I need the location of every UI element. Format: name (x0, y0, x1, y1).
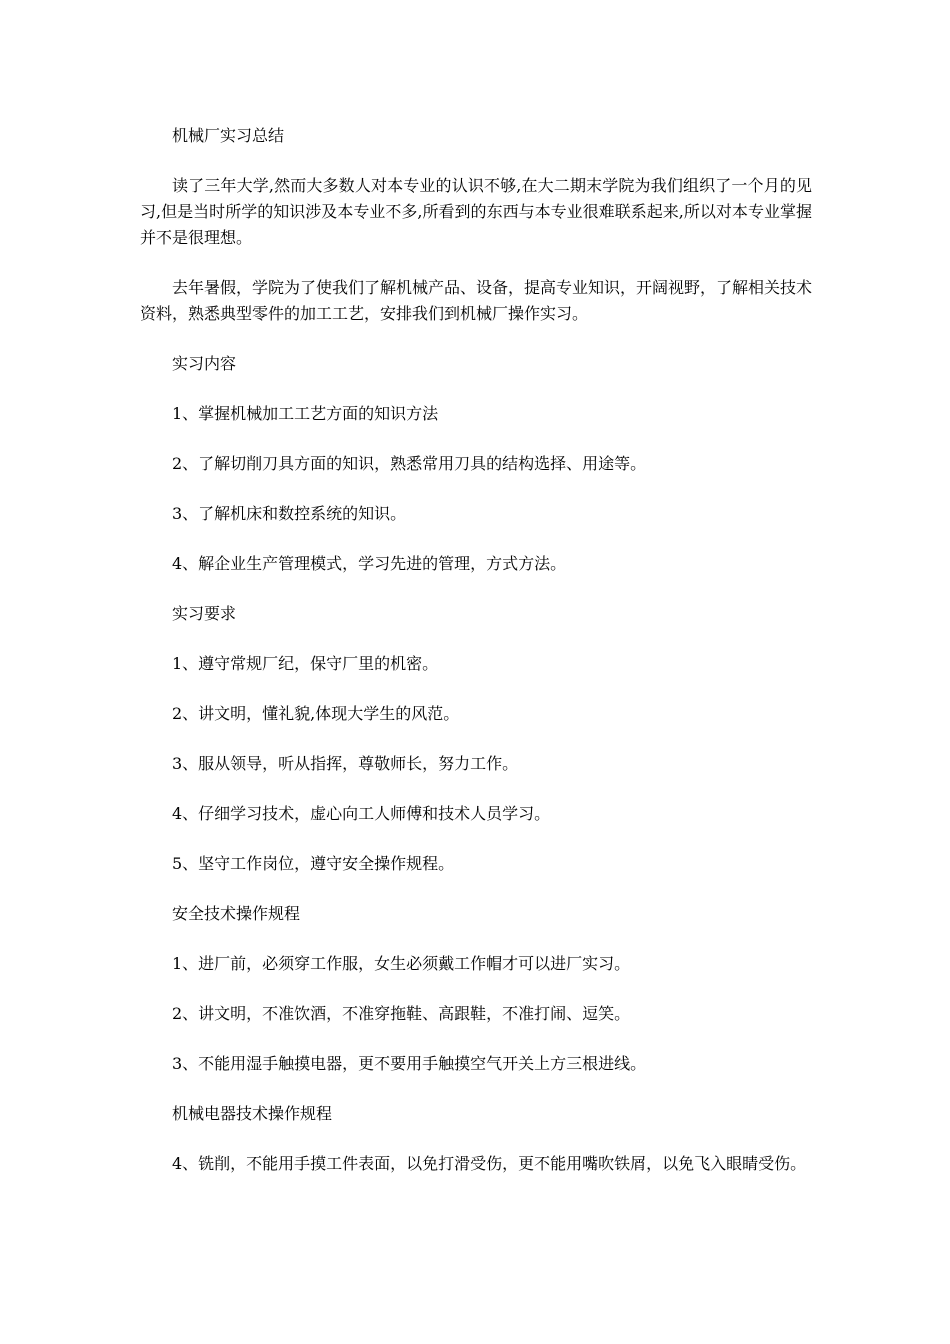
machinery-item-4: 4、铣削，不能用手摸工件表面，以免打滑受伤，更不能用嘴吹铁屑，以免飞入眼睛受伤。 (172, 1154, 807, 1173)
content-item-3: 3、了解机床和数控系统的知识。 (172, 504, 407, 523)
safety-item-1: 1、进厂前，必须穿工作服，女生必须戴工作帽才可以进厂实习。 (172, 954, 631, 973)
section-heading-requirements: 实习要求 (172, 604, 237, 623)
requirement-item-5: 5、坚守工作岗位，遵守安全操作规程。 (172, 854, 455, 873)
section-heading-safety: 安全技术操作规程 (172, 904, 301, 923)
requirement-item-2: 2、讲文明，懂礼貌,体现大学生的风范。 (172, 704, 460, 723)
content-item-2: 2、了解切削刀具方面的知识，熟悉常用刀具的结构选择、用途等。 (172, 454, 647, 473)
content-item-1: 1、掌握机械加工工艺方面的知识方法 (172, 404, 439, 423)
content-item-4: 4、解企业生产管理模式，学习先进的管理，方式方法。 (172, 554, 567, 573)
section-heading-machinery: 机械电器技术操作规程 (172, 1104, 333, 1123)
safety-item-2: 2、讲文明，不准饮酒，不准穿拖鞋、高跟鞋，不准打闹、逗笑。 (172, 1004, 631, 1023)
document-title: 机械厂实习总结 (172, 126, 285, 145)
document-body (140, 123, 812, 1201)
intro-paragraph-2: 去年暑假，学院为了使我们了解机械产品、设备，提高专业知识，开阔视野，了解相关技术资料，熟悉典型零件的加工工艺，安排我们到机械厂操作实习。 (140, 278, 813, 323)
safety-item-3: 3、不能用湿手触摸电器，更不要用手触摸空气开关上方三根进线。 (172, 1054, 647, 1073)
requirement-item-1: 1、遵守常规厂纪，保守厂里的机密。 (172, 654, 439, 673)
intro-paragraph-1: 读了三年大学,然而大多数人对本专业的认识不够,在大二期末学院为我们组织了一个月的见习,但是当时所学的知识涉及本专业不多,所看到的东西与本专业很难联系起来,所以对本专业掌握并不是很理想。 (140, 176, 812, 247)
section-heading-content: 实习内容 (172, 354, 237, 373)
requirement-item-3: 3、服从领导，听从指挥，尊敬师长，努力工作。 (172, 754, 519, 773)
requirement-item-4: 4、仔细学习技术，虚心向工人师傅和技术人员学习。 (172, 804, 551, 823)
